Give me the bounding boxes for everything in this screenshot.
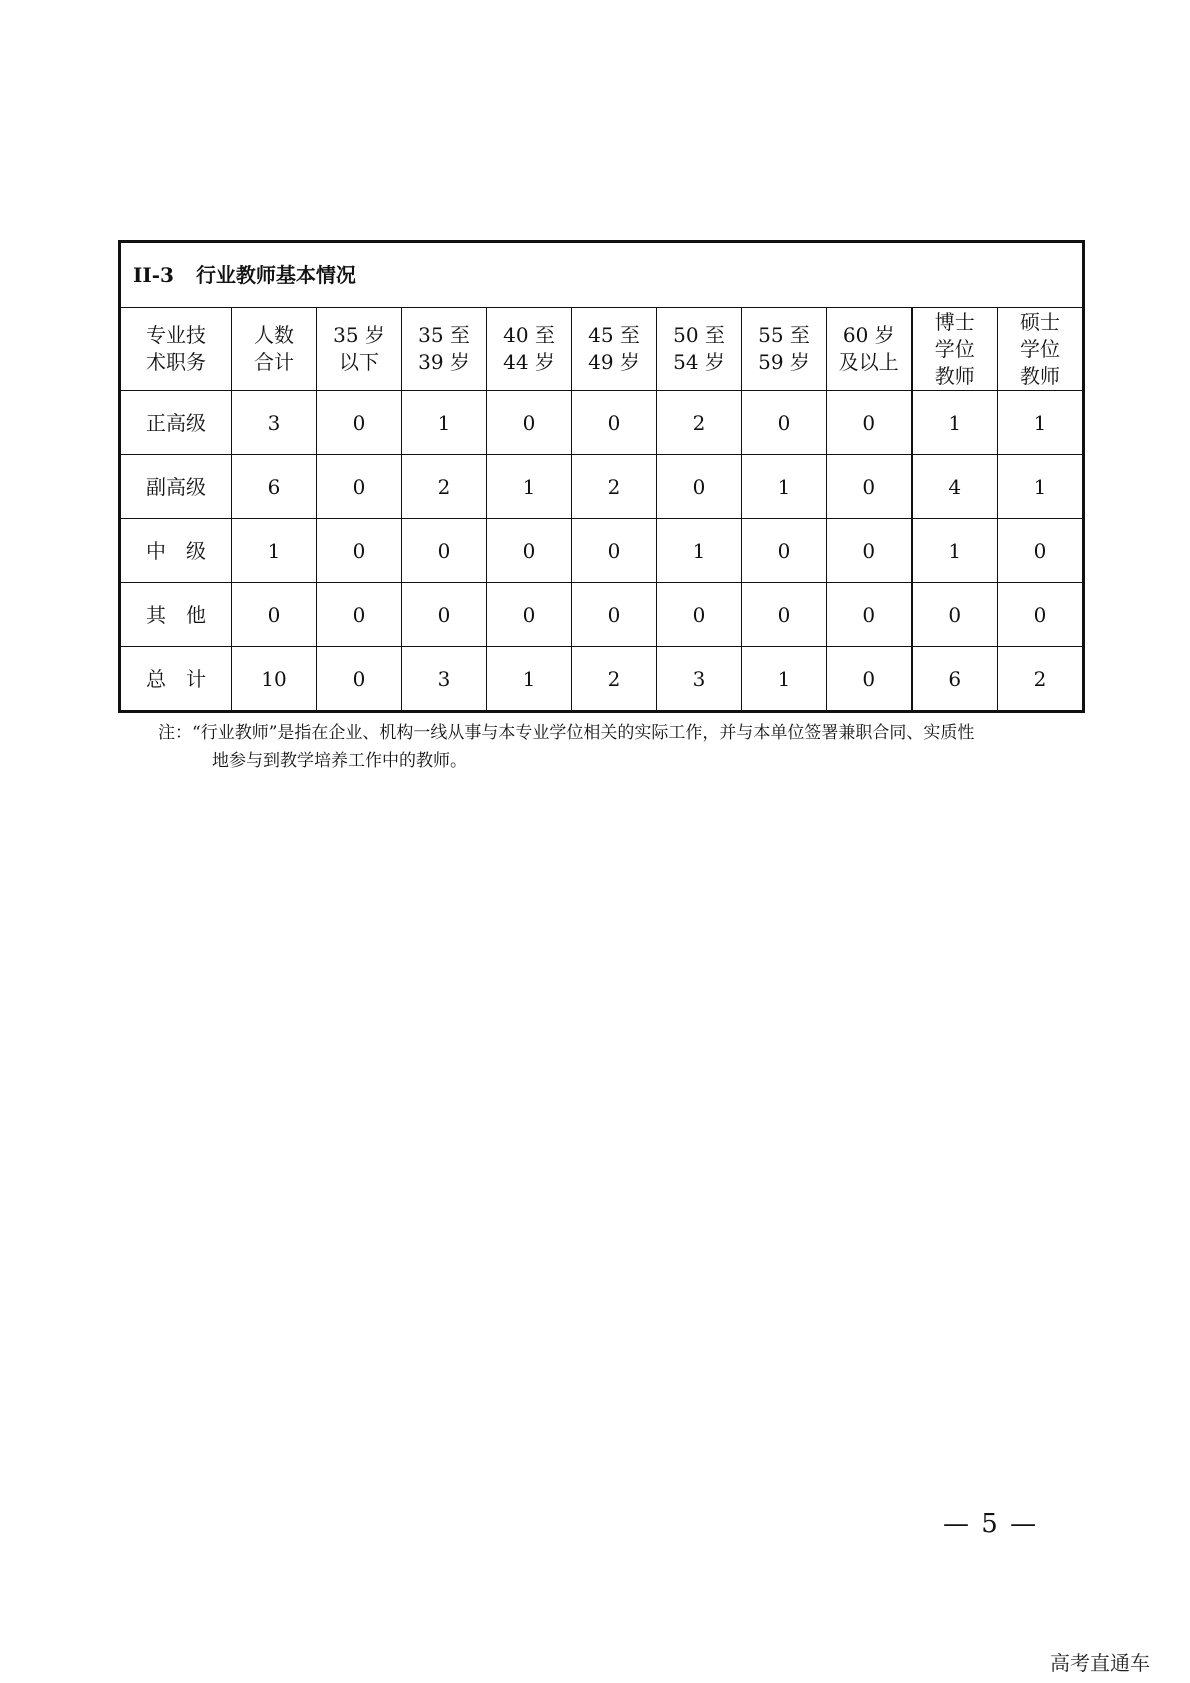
table-row xyxy=(120,391,1084,455)
column-header xyxy=(317,308,402,391)
table-note xyxy=(158,719,1058,775)
column-header-line: 59 岁 xyxy=(758,350,810,374)
table-title xyxy=(120,242,1084,308)
table-cell: 2 xyxy=(657,391,742,455)
column-header xyxy=(232,308,317,391)
table-cell: 3 xyxy=(657,647,742,712)
column-header xyxy=(487,308,572,391)
table-title-text: 行业教师基本情况 xyxy=(195,263,356,287)
column-header-line: 40 至 xyxy=(503,323,555,347)
table-cell: 0 xyxy=(487,391,572,455)
table-cell: 1 xyxy=(998,455,1084,519)
table-cell: 0 xyxy=(572,519,657,583)
table-cell: 0 xyxy=(572,391,657,455)
table-cell: 0 xyxy=(487,583,572,647)
table-row xyxy=(120,647,1084,712)
table-code: II-3 xyxy=(133,263,174,287)
table-row xyxy=(120,519,1084,583)
table-cell: 1 xyxy=(742,647,827,712)
column-header-line: 49 岁 xyxy=(588,350,640,374)
column-header xyxy=(657,308,742,391)
table-cell: 1 xyxy=(912,519,998,583)
note-line-2: 地参与到教学培养工作中的教师。 xyxy=(212,751,467,771)
industry-teacher-table xyxy=(118,240,1085,713)
column-header xyxy=(572,308,657,391)
table-cell: 0 xyxy=(998,583,1084,647)
column-header xyxy=(912,308,998,391)
column-header-line: 合计 xyxy=(254,350,294,374)
table-cell: 0 xyxy=(827,519,912,583)
column-header-line: 35 岁 xyxy=(333,323,385,347)
table-cell: 2 xyxy=(572,647,657,712)
table-cell: 1 xyxy=(912,391,998,455)
table-cell: 1 xyxy=(998,391,1084,455)
page-number: — 5 — xyxy=(943,1509,1039,1539)
column-header-line: 术职务 xyxy=(146,350,206,374)
table-cell: 0 xyxy=(912,583,998,647)
table-cell: 0 xyxy=(487,519,572,583)
table-cell: 3 xyxy=(232,391,317,455)
table-cell: 4 xyxy=(912,455,998,519)
table-row xyxy=(120,583,1084,647)
column-header-line: 学位 xyxy=(1020,336,1061,361)
column-header-line: 及以上 xyxy=(838,350,899,374)
column-header-line: 硕士 xyxy=(1020,309,1061,334)
row-label: 其 他 xyxy=(120,583,232,647)
column-header xyxy=(120,308,232,391)
column-header-line: 44 岁 xyxy=(503,350,555,374)
column-header-line: 以下 xyxy=(339,350,379,374)
column-header-line: 教师 xyxy=(934,363,975,388)
table-cell: 0 xyxy=(827,647,912,712)
column-header-line: 54 岁 xyxy=(673,350,725,374)
table-cell: 0 xyxy=(317,583,402,647)
column-header xyxy=(402,308,487,391)
column-header xyxy=(998,308,1084,391)
column-header-line: 55 至 xyxy=(758,323,810,347)
table-cell: 1 xyxy=(742,455,827,519)
table-container xyxy=(118,240,1082,713)
table-cell: 1 xyxy=(657,519,742,583)
table-cell: 0 xyxy=(742,583,827,647)
column-header-line: 人数 xyxy=(254,323,294,347)
table-cell: 0 xyxy=(317,391,402,455)
table-cell: 1 xyxy=(487,455,572,519)
table-cell: 0 xyxy=(402,519,487,583)
table-cell: 2 xyxy=(998,647,1084,712)
table-cell: 0 xyxy=(742,391,827,455)
table-cell: 0 xyxy=(317,519,402,583)
table-cell: 1 xyxy=(402,391,487,455)
table-cell: 6 xyxy=(912,647,998,712)
column-header-line: 专业技 xyxy=(146,323,206,347)
table-cell: 0 xyxy=(742,519,827,583)
column-header-line: 教师 xyxy=(1020,363,1061,388)
column-header-line: 45 至 xyxy=(588,323,640,347)
table-cell: 0 xyxy=(827,391,912,455)
watermark-text: 高考直通车 xyxy=(1050,1651,1150,1675)
table-cell: 0 xyxy=(657,583,742,647)
header-row xyxy=(120,308,1084,391)
table-cell: 1 xyxy=(232,519,317,583)
column-header-line: 博士 xyxy=(934,309,975,334)
note-line-1: 注：“行业教师”是指在企业、机构一线从事与本专业学位相关的实际工作，并与本单位签署兼职合同、实质性 xyxy=(158,723,975,743)
column-header-line: 50 至 xyxy=(673,323,725,347)
table-body xyxy=(120,391,1084,712)
table-cell: 0 xyxy=(572,583,657,647)
column-header-line: 39 岁 xyxy=(418,350,470,374)
table-cell: 2 xyxy=(402,455,487,519)
table-cell: 0 xyxy=(317,647,402,712)
table-cell: 0 xyxy=(998,519,1084,583)
table-cell: 0 xyxy=(827,455,912,519)
table-cell: 10 xyxy=(232,647,317,712)
table-cell: 3 xyxy=(402,647,487,712)
column-header xyxy=(742,308,827,391)
table-cell: 0 xyxy=(402,583,487,647)
row-label: 副高级 xyxy=(120,455,232,519)
table-cell: 0 xyxy=(657,455,742,519)
table-row xyxy=(120,455,1084,519)
row-label: 中 级 xyxy=(120,519,232,583)
column-header-line: 35 至 xyxy=(418,323,470,347)
table-cell: 2 xyxy=(572,455,657,519)
row-label: 总 计 xyxy=(120,647,232,712)
row-label: 正高级 xyxy=(120,391,232,455)
table-cell: 6 xyxy=(232,455,317,519)
column-header-line: 学位 xyxy=(934,336,975,361)
table-cell: 0 xyxy=(827,583,912,647)
column-header xyxy=(827,308,912,391)
table-cell: 1 xyxy=(487,647,572,712)
column-header-line: 60 岁 xyxy=(842,323,895,347)
table-cell: 0 xyxy=(232,583,317,647)
table-cell: 0 xyxy=(317,455,402,519)
